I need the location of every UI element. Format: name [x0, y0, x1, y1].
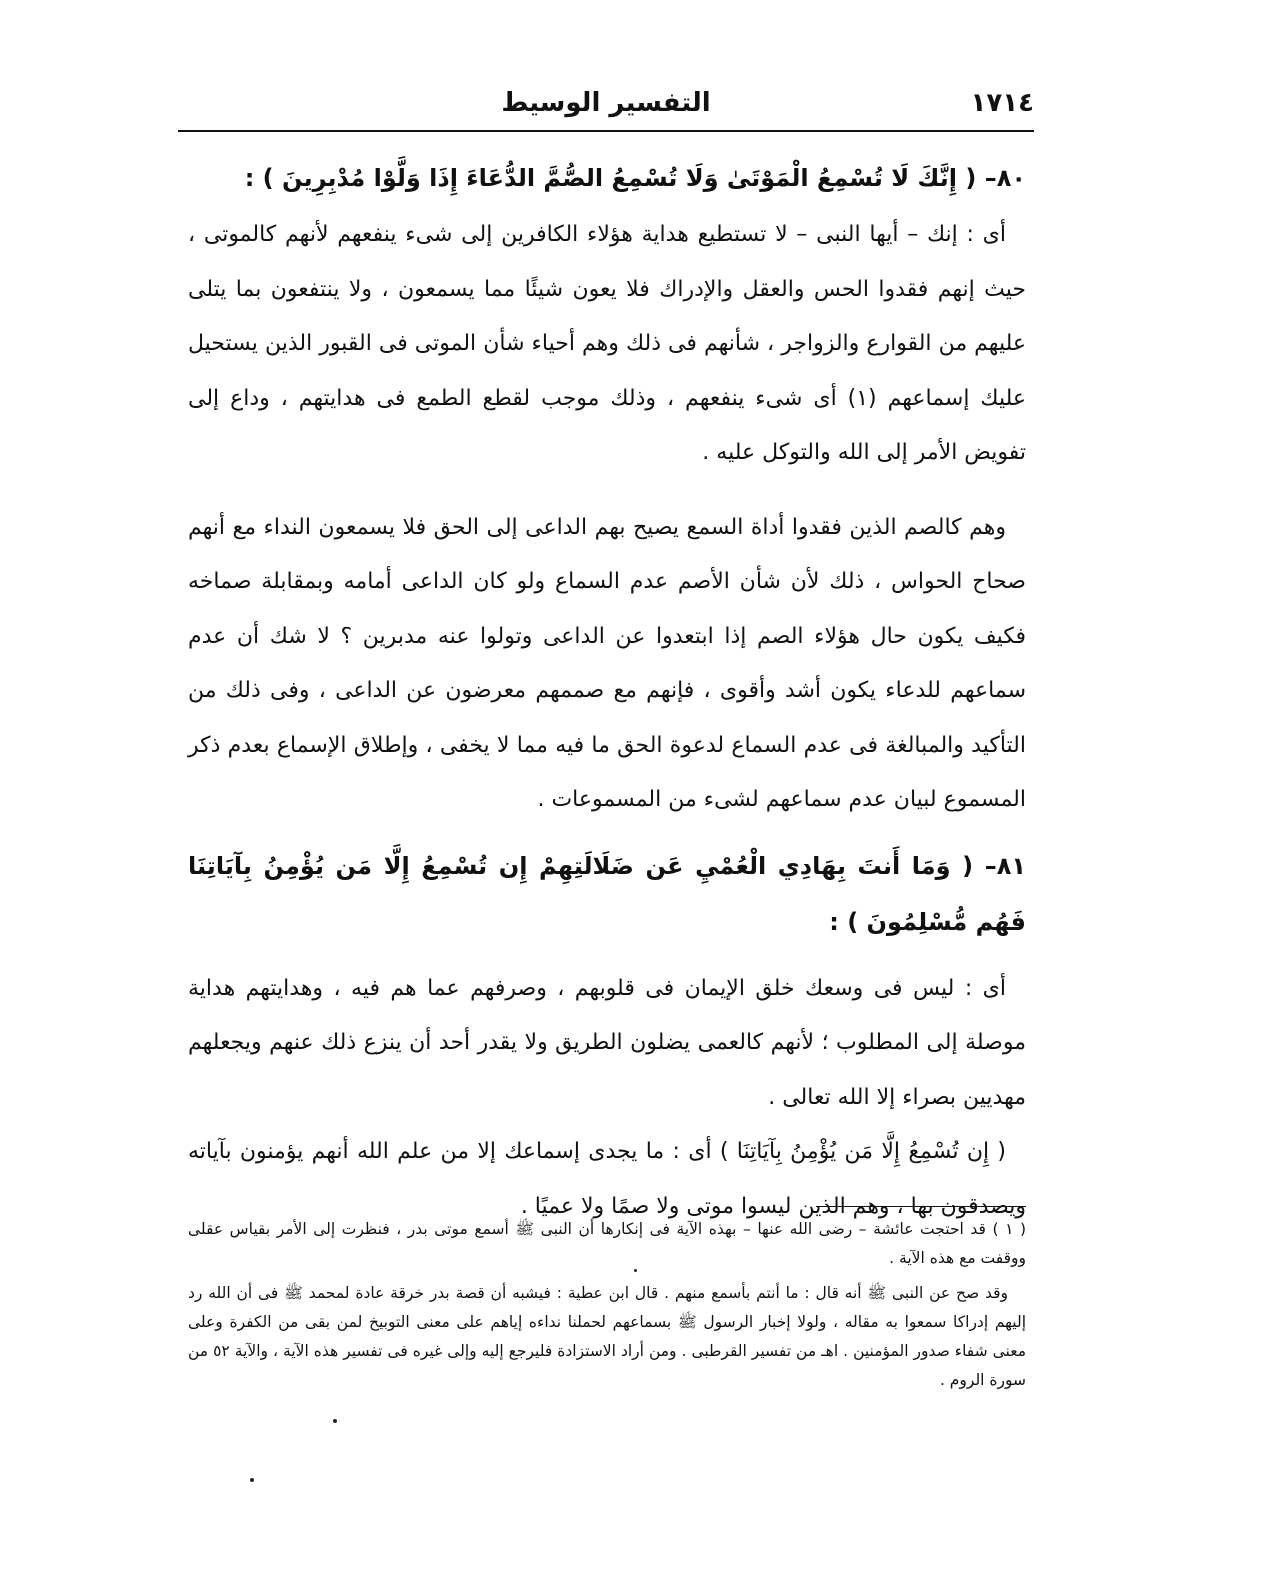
commentary-paragraph-1: أى : إنك – أيها النبى – لا تستطيع هداية هؤلاء الكافرين إلى شىء ينفعهم لأنهم كالموتى ، حيث إنهم فقدوا الحس والعقل والإدراك فلا يعون شيئًا مما يسمعون ، ولا ينتفعون بما يتلى عليهم من القوارع والزواجر ، شأنهم فى ذلك وهم أحياء شأن الموتى فى القبور الذين يستحيل عليك إسماعهم (١) أى شىء ينفعهم ، وذلك موجب لقطع الطمع فى هدايتهم ، وداع إلى تفويض الأمر إلى الله والتوكل عليه . [188, 222, 1026, 465]
page-header [178, 88, 1034, 132]
footnote-2: وقد صح عن النبى ﷺ أنه قال : ما أنتم بأسمع منهم . قال ابن عطية : فيشبه أن قصة بدر خرقة عادة لمحمد ﷺ فى أن الله رد إليهم إدراكا سمعوا به مقاله ، ولولا إخبار الرسول ﷺ بسماعهم لحملنا نداءه إياهم على معنى التوبيخ لمن بقى من الكفرة وعلى معنى شفاء صدور المؤمنين . اهـ من تفسير القرطبى . ومن أراد الاستزادة فليرجع إليه وإلى غيره فى تفسير هذه الآية ، والآية ٥٢ من سورة الروم . [188, 1284, 1026, 1389]
commentary-paragraph-3: أى : ليس فى وسعك خلق الإيمان فى قلوبهم ، وصرفهم عما هم فيه ، وهدايتهم هداية موصلة إلى المطلوب ؛ لأنهم كالعمى يضلون الطريق ولا يقدر أحد أن ينزع ذلك عنهم ويجعلهم مهديين بصراء إلا الله تعالى . [188, 975, 1026, 1110]
footnote-divider [816, 1206, 1026, 1207]
page-number: ١٧١٤ [970, 88, 1034, 118]
commentary-paragraph-2: وهم كالصم الذين فقدوا أداة السمع يصيح بهم الداعى إلى الحق فلا يسمعون النداء مع أنهم صحاح الحواس ، ذلك لأن شأن الأصم عدم السماع ولو كان الداعى أمامه وبمقابلة صماخه فكيف يكون حال هؤلاء الصم إذا ابتعدوا عن الداعى وتولوا عنه مدبرين ؟ لا شك أن عدم سماعهم للدعاء يكون أشد وأقوى ، فإنهم مع صممهم معرضون عن الداعى ، وفى ذلك من التأكيد والمبالغة فى عدم السماع لدعوة الحق ما فيه مما لا يخفى ، وإطلاق الإسماع بعدم ذكر المسموع لبيان عدم سماعهم لشىء من المسموعات . [188, 514, 1026, 812]
footnotes [188, 1206, 1026, 1395]
scan-speck [250, 1478, 254, 1482]
scan-speck [634, 1269, 637, 1272]
verse-81: ٨١– ( وَمَا أَنتَ بِهَادِي الْعُمْيِ عَن ضَلَالَتِهِمْ إِن تُسْمِعُ إِلَّا مَن يُؤْمِنُ بِآيَاتِنَا فَهُم مُّسْلِمُونَ ) : [188, 851, 1026, 936]
running-title: التفسير الوسيط [501, 88, 711, 118]
commentary-paragraph-4: ( إِن تُسْمِعُ إِلَّا مَن يُؤْمِنُ بِآيَاتِنَا ) أى : ما يجدى إسماعك إلا من علم الله أنهم يؤمنون بآياته ويصدقون بها ، وهم الذين ليسوا موتى ولا صمًا ولا عميًا . [188, 1139, 1026, 1219]
verse-80: ٨٠– ( إِنَّكَ لَا تُسْمِعُ الْمَوْتَىٰ وَلَا تُسْمِعُ الصُّمَّ الدُّعَاءَ إِذَا وَلَّوْا مُدْبِرِينَ ) : [244, 164, 1026, 192]
scan-speck [333, 1419, 337, 1423]
footnote-1: ( ١ ) قد احتجت عائشة – رضى الله عنها – بهذه الآية فى إنكارها أن النبى ﷺ أسمع موتى بدر ، فنظرت إلى الأمر بقياس عقلى ووقفت مع هذه الآية . [188, 1220, 1026, 1267]
main-text [188, 150, 1026, 1234]
